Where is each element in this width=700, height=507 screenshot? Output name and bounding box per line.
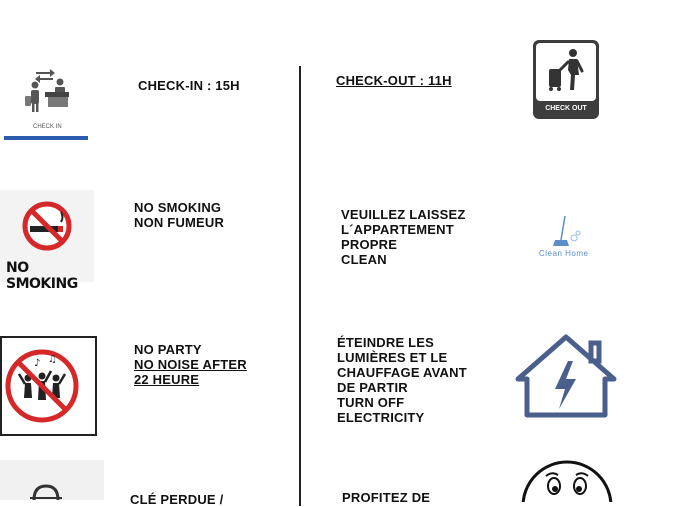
- lost-key-icon: [0, 460, 104, 500]
- turn-off-electricity-text: ÉTEINDRE LES LUMIÈRES ET LE CHAUFFAGE AVANT DE PARTIR TURN OFF ELECTRICITY: [337, 335, 467, 425]
- check-in-icon-card: [0, 52, 92, 144]
- check-in-icon-caption: CHECK IN: [33, 124, 62, 130]
- clean-apartment-text: VEUILLEZ LAISSEZ L´APPARTEMENT PROPRE CLEAN: [341, 207, 466, 267]
- smiley-face-icon: [512, 456, 622, 502]
- no-noise-text: NO NOISE AFTER 22 HEURE: [134, 357, 247, 387]
- clean-home-caption: Clean Home: [539, 249, 589, 258]
- clean-home-icon: [535, 212, 597, 250]
- svg-text:♪: ♪: [34, 358, 41, 369]
- check-out-icon-card: [533, 40, 599, 119]
- no-smoking-icon-caption: NO SMOKING: [6, 260, 78, 292]
- lost-key-icon-card: [0, 460, 104, 500]
- check-out-icon-caption: CHECK OUT: [545, 105, 587, 112]
- svg-text:♫: ♫: [48, 354, 57, 365]
- no-smoking-text-line2: NON FUMEUR: [134, 215, 225, 230]
- no-party-icon: [2, 338, 95, 434]
- check-in-icon: [0, 52, 92, 144]
- no-smoking-icon: [0, 190, 94, 252]
- column-divider: [299, 66, 301, 506]
- no-party-icon-card: [0, 336, 97, 436]
- no-smoking-icon-card: [0, 190, 94, 292]
- lost-key-text: CLÉ PERDUE /: [130, 492, 224, 507]
- check-in-text: CHECK-IN : 15H: [138, 78, 240, 93]
- no-smoking-text-line1: NO SMOKING: [134, 200, 222, 215]
- check-out-icon: [533, 40, 599, 102]
- house-electricity-icon: [513, 333, 619, 419]
- clean-home-icon-card: [535, 212, 597, 262]
- check-out-text: CHECK-OUT : 11H: [336, 73, 452, 88]
- enjoy-text: PROFITEZ DE: [342, 490, 431, 505]
- no-party-text-line1: NO PARTY: [134, 342, 202, 357]
